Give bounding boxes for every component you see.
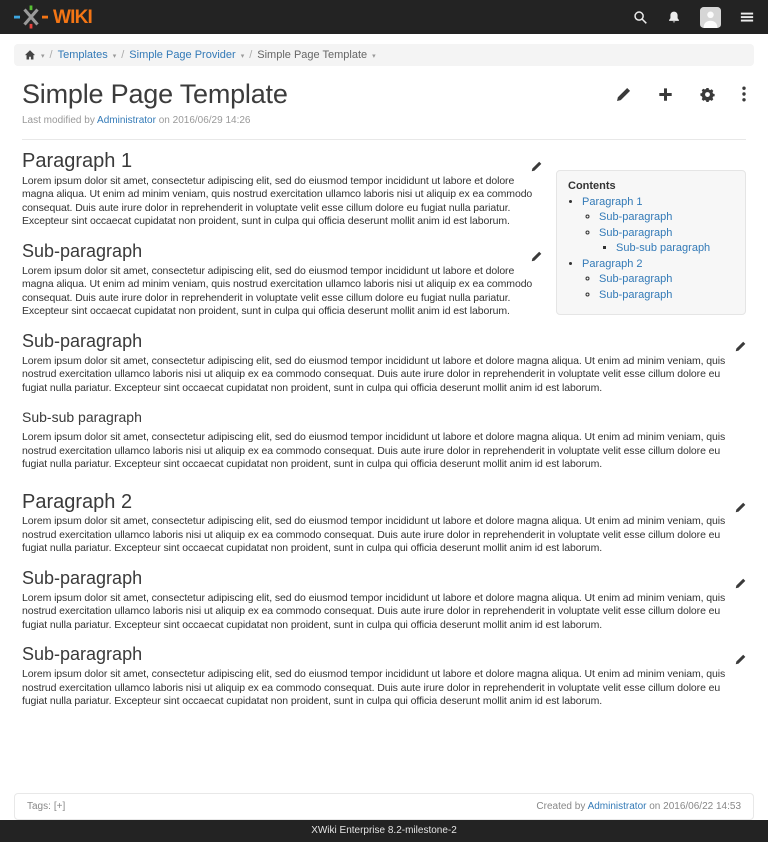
section-paragraph: Lorem ipsum dolor sit amet, consectetur adipiscing elit, sed do eiusmod tempor incididunt ut labore et dolore magna aliqua. Ut enim ad minim veniam, quis nostrud exercitation ullamco laboris nisi ut aliquip ex ea commodo consequat. Duis aute irure dolor in reprehenderit in voluptate velit esse cillum dolore eu fugiat nulla pariatur. Excepteur sint occaecat cupidatat non proident, sunt in culpa qui officia deserunt mollit anim id est laborum. [22, 591, 726, 631]
section-heading [22, 150, 746, 172]
breadcrumb-item-templates[interactable]: Templates [57, 49, 108, 61]
toc-title: Contents [568, 180, 616, 192]
section-title: Sub-paragraph [22, 240, 143, 261]
toc-item [582, 196, 737, 256]
more-actions-button[interactable] [742, 86, 746, 102]
toc-link-paragraph-2[interactable]: Paragraph 2 [582, 257, 643, 270]
chevron-down-icon[interactable]: ▾ [41, 52, 45, 60]
breadcrumb-item-current: Simple Page Template [257, 49, 368, 61]
section-edit-button[interactable] [735, 501, 746, 515]
created-by-suffix: on 2016/06/22 14:53 [646, 801, 741, 812]
kebab-menu-icon [742, 86, 746, 102]
plus-icon [658, 87, 673, 102]
section-paragraph: Lorem ipsum dolor sit amet, consectetur adipiscing elit, sed do eiusmod tempor incididunt ut labore et dolore magna aliqua. Ut enim ad minim veniam, quis nostrud exercitation ullamco laboris nisi ut aliquip ex ea commodo consequat. Duis aute irure dolor in reprehenderit in voluptate velit esse cillum dolore eu fugiat nulla pariatur. Excepteur sint occaecat cupidatat non proident, sunt in culpa qui officia deserunt mollit anim id est laborum. [22, 668, 726, 708]
section-paragraph: Lorem ipsum dolor sit amet, consectetur adipiscing elit, sed do eiusmod tempor incididunt ut labore et dolore magna aliqua. Ut enim ad minim veniam, quis nostrud exercitation ullamco laboris nisi ut aliquip ex ea commodo consequat. Duis aute irure dolor in reprehenderit in voluptate velit esse cillum dolore eu fugiat nulla pariatur. Excepteur sint occaecat cupidatat non proident, sunt in culpa qui officia deserunt mollit anim id est laborum. [22, 515, 726, 555]
title-divider [22, 139, 746, 140]
toc-link-paragraph-1[interactable]: Paragraph 1 [582, 195, 643, 208]
last-modified-prefix: Last modified by [22, 115, 98, 126]
settings-button[interactable] [700, 87, 715, 102]
section-title: Sub-paragraph [22, 644, 143, 665]
last-modified-user-link[interactable]: Administrator [97, 115, 156, 126]
section-title: Paragraph 1 [22, 150, 133, 172]
toc-link-sub-sub-paragraph[interactable]: Sub-sub paragraph [616, 242, 711, 255]
section-edit-button[interactable] [735, 653, 746, 667]
version-footer [0, 820, 768, 842]
created-by-prefix: Created by [536, 801, 588, 812]
last-modified-suffix: on 2016/06/29 14:26 [155, 115, 251, 126]
bell-icon[interactable] [667, 10, 681, 25]
breadcrumb [14, 44, 754, 66]
xwiki-wordmark: WIKI [53, 6, 93, 28]
xwiki-logo[interactable] [14, 5, 92, 29]
version-text: XWiki Enterprise 8.2-milestone-2 [311, 825, 457, 836]
pencil-icon [531, 161, 542, 172]
xwiki-x-glyph [14, 5, 52, 29]
section-paragraph: Lorem ipsum dolor sit amet, consectetur adipiscing elit, sed do eiusmod tempor incididunt ut labore et dolore magna aliqua. Ut enim ad minim veniam, quis nostrud exercitation ullamco laboris nisi ut aliquip ex ea commodo consequat. Duis aute irure dolor in reprehenderit in voluptate velit esse cillum dolore eu fugiat nulla pariatur. Excepteur sint occaecat cupidatat non proident, sunt in culpa qui officia deserunt mollit anim id est laborum. [22, 354, 726, 394]
create-button[interactable] [658, 87, 673, 102]
pencil-icon [735, 578, 746, 589]
navbar-actions [633, 7, 754, 28]
section-paragraph: Lorem ipsum dolor sit amet, consectetur adipiscing elit, sed do eiusmod tempor incididunt ut labore et dolore magna aliqua. Ut enim ad minim veniam, quis nostrud exercitation ullamco laboris nisi ut aliquip ex ea commodo consequat. Duis aute irure dolor in reprehenderit in voluptate velit esse cillum dolore eu fugiat nulla pariatur. Excepteur sint occaecat cupidatat non proident, sunt in culpa qui officia deserunt mollit anim id est laborum. [22, 264, 533, 318]
toc-link-sub-paragraph[interactable]: Sub-paragraph [599, 273, 673, 286]
section-edit-button[interactable] [531, 160, 542, 174]
section-paragraph: Lorem ipsum dolor sit amet, consectetur adipiscing elit, sed do eiusmod tempor incididunt ut labore et dolore magna aliqua. Ut enim ad minim veniam, quis nostrud exercitation ullamco laboris nisi ut aliquip ex ea commodo consequat. Duis aute irure dolor in reprehenderit in voluptate velit esse cillum dolore eu fugiat nulla pariatur. Excepteur sint occaecat cupidatat non proident, sunt in culpa qui officia deserunt mollit anim id est laborum. [22, 174, 533, 228]
created-by-text [536, 801, 741, 812]
gear-icon [700, 87, 715, 102]
section-edit-button[interactable] [735, 340, 746, 354]
pencil-icon [531, 251, 542, 262]
pencil-icon [735, 341, 746, 352]
toc-item [599, 273, 737, 287]
search-icon[interactable] [633, 10, 648, 25]
chevron-down-icon[interactable]: ▾ [112, 52, 117, 60]
toc-item [599, 211, 737, 225]
pencil-icon [616, 87, 631, 102]
add-tag-button[interactable]: [+] [53, 801, 66, 812]
toc-link-sub-paragraph[interactable]: Sub-paragraph [599, 288, 673, 301]
title-row [22, 66, 746, 110]
pencil-icon [735, 654, 746, 665]
section-heading [22, 490, 746, 513]
toc-list [565, 196, 737, 303]
section-edit-button[interactable] [735, 577, 746, 591]
page-title: Simple Page Template [22, 79, 288, 109]
section-title: Sub-paragraph [22, 330, 143, 351]
top-navbar [0, 0, 768, 34]
section-title: Sub-sub paragraph [22, 409, 142, 426]
chevron-down-icon[interactable]: ▾ [240, 52, 245, 60]
page-actions [616, 86, 746, 102]
document-footer [14, 793, 754, 820]
toc-item [582, 258, 737, 303]
section-title: Sub-paragraph [22, 568, 143, 589]
toc-link-sub-paragraph[interactable]: Sub-paragraph [599, 211, 673, 224]
section-title: Paragraph 2 [22, 490, 133, 513]
breadcrumb-separator: / [121, 49, 125, 61]
pencil-icon [735, 502, 746, 513]
user-avatar[interactable] [700, 7, 721, 28]
toc-panel [556, 170, 746, 315]
toc-item [599, 227, 737, 256]
document-main [0, 66, 768, 783]
tags-label: Tags: [27, 801, 51, 812]
breadcrumb-separator: / [249, 49, 253, 61]
home-icon[interactable] [24, 49, 36, 61]
last-modified-text [22, 115, 746, 126]
section-heading [22, 644, 746, 665]
breadcrumb-separator: / [49, 49, 53, 61]
section-paragraph: Lorem ipsum dolor sit amet, consectetur adipiscing elit, sed do eiusmod tempor incididunt ut labore et dolore magna aliqua. Ut enim ad minim veniam, quis nostrud exercitation ullamco laboris nisi ut aliquip ex ea commodo consequat. Duis aute irure dolor in reprehenderit in voluptate velit esse cillum dolore eu fugiat nulla pariatur. Excepteur sint occaecat cupidatat non proident, sunt in culpa qui officia deserunt mollit anim id est laborum. [22, 430, 726, 471]
section-heading [22, 330, 746, 351]
document-content [22, 150, 746, 709]
toc-link-sub-paragraph[interactable]: Sub-paragraph [599, 226, 673, 239]
chevron-down-icon[interactable]: ▾ [372, 52, 376, 60]
section-heading [22, 411, 746, 425]
created-by-user-link[interactable]: Administrator [587, 801, 647, 812]
breadcrumb-item-simple-page-provider[interactable]: Simple Page Provider [129, 49, 236, 61]
section-heading [22, 568, 746, 589]
toc-item [599, 289, 737, 303]
section-edit-button[interactable] [531, 250, 542, 264]
hamburger-menu-icon[interactable] [740, 10, 754, 24]
edit-button[interactable] [616, 87, 631, 102]
toc-item [616, 242, 737, 256]
